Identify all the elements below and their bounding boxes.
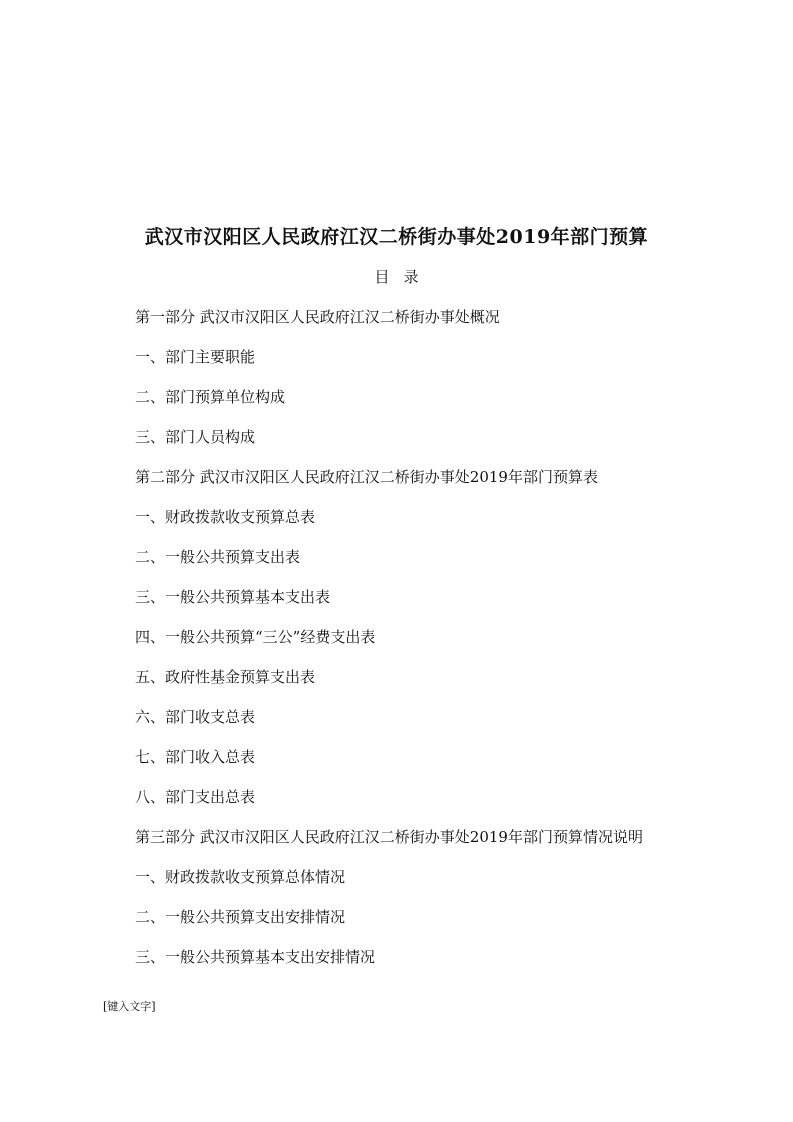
toc-item: 一、部门主要职能 — [135, 348, 256, 366]
toc-item: 三、一般公共预算基本支出表 — [135, 588, 331, 606]
toc-item: 三、一般公共预算基本支出安排情况 — [135, 948, 376, 966]
toc-item: 二、部门预算单位构成 — [135, 388, 286, 406]
toc-item: 一、财政拨款收支预算总表 — [135, 508, 316, 526]
toc-item: 二、一般公共预算支出表 — [135, 548, 301, 566]
footer-placeholder-text: [键入文字] — [103, 1000, 156, 1013]
table-of-contents — [135, 306, 735, 986]
toc-part-2: 第二部分 武汉市汉阳区人民政府江汉二桥街办事处2019年部门预算表 — [135, 468, 598, 486]
toc-item: 八、部门支出总表 — [135, 788, 256, 806]
toc-part-3: 第三部分 武汉市汉阳区人民政府江汉二桥街办事处2019年部门预算情况说明 — [135, 828, 643, 846]
toc-item: 四、一般公共预算“三公”经费支出表 — [135, 628, 376, 646]
toc-item: 一、财政拨款收支预算总体情况 — [135, 868, 346, 886]
toc-item: 五、政府性基金预算支出表 — [135, 668, 316, 686]
toc-item: 二、一般公共预算支出安排情况 — [135, 908, 346, 926]
document-title: 武汉市汉阳区人民政府江汉二桥街办事处2019年部门预算 — [144, 226, 649, 248]
toc-item: 七、部门收入总表 — [135, 748, 256, 766]
toc-part-1: 第一部分 武汉市汉阳区人民政府江汉二桥街办事处概况 — [135, 308, 500, 326]
toc-heading: 目录 — [374, 268, 433, 286]
toc-item: 六、部门收支总表 — [135, 708, 256, 726]
toc-item: 三、部门人员构成 — [135, 428, 256, 446]
